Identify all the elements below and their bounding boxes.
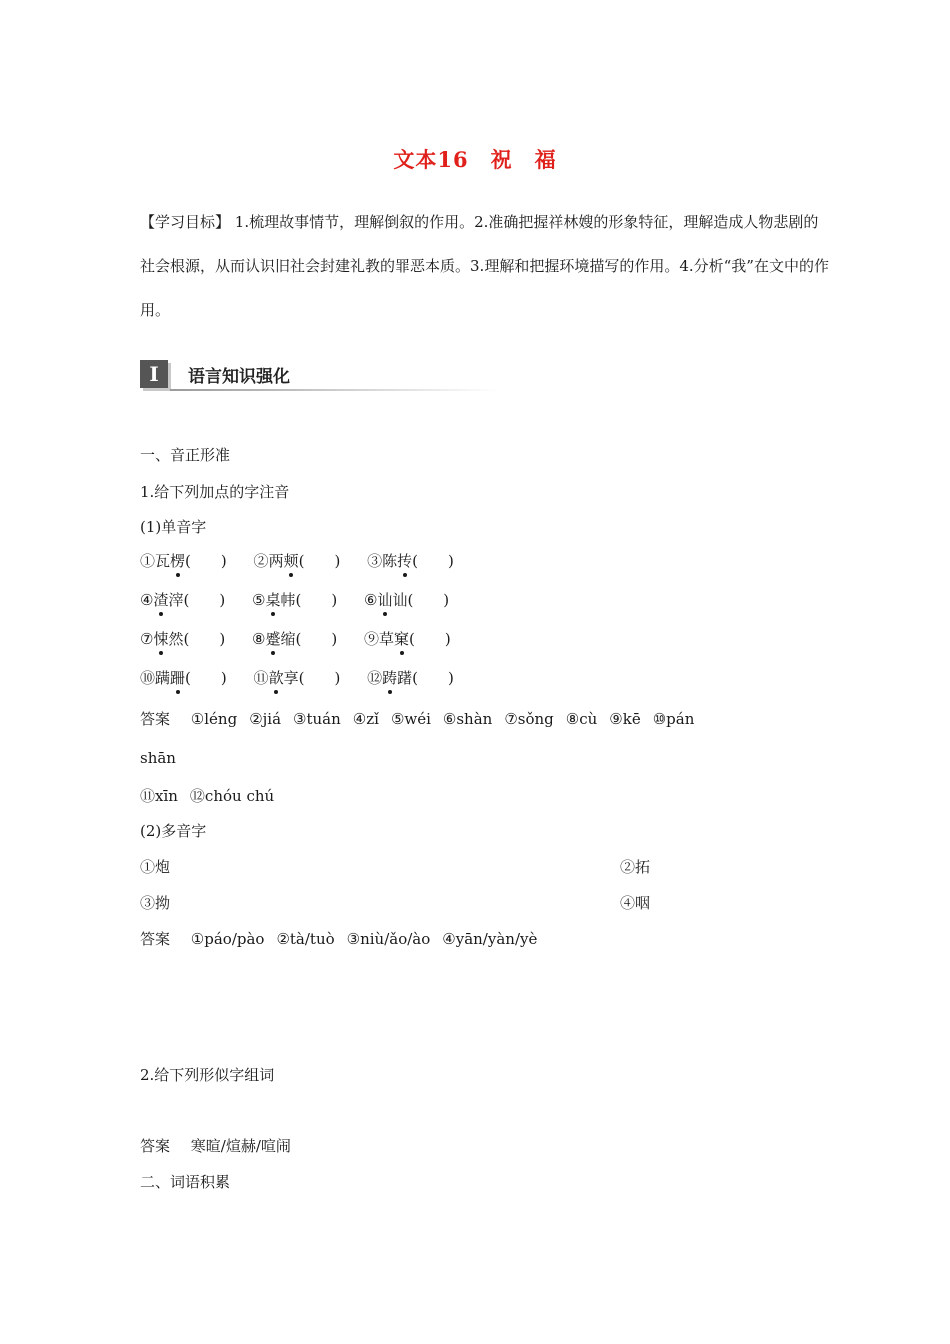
q1-heading: 1.给下列加点的字注音 bbox=[140, 483, 290, 501]
char-item: ③陈抟( ) bbox=[367, 552, 454, 570]
char-item: ⑤桌帏( ) bbox=[251, 591, 338, 609]
objectives-text: 1.梳理故事情节，理解倒叙的作用。2.准确把握祥林嫂的形象特征，理解造成人物悲剧的社会根源，从而认识旧社会封建礼教的罪恶本质。3.理解和把握环境描写的作用。4.分析“我”在文中的作用。 bbox=[140, 213, 829, 319]
char-item: ⑧蹙缩( ) bbox=[251, 630, 338, 648]
answer-1-continued: ⑪xīn ⑫chóu chú bbox=[140, 787, 275, 805]
char-item: ⑫踌躇( ) bbox=[367, 669, 454, 687]
char-item: ⑦悚然( ) bbox=[140, 630, 226, 648]
section-title: 语言知识强化 bbox=[188, 367, 290, 387]
answer-1-continued: shān bbox=[140, 749, 176, 767]
answer-2: 答案 ①páo/pào ②tà/tuò ③niù/ǎo/ào ④yān/yàn/yè bbox=[140, 930, 538, 948]
multi-char-row: ①炮 ②拓 bbox=[140, 858, 651, 876]
single-char-row bbox=[140, 667, 476, 688]
multi-char-row: ③拗 ④咽 bbox=[140, 894, 651, 912]
learning-objectives bbox=[140, 200, 830, 332]
q2-heading: 2.给下列形似字组词 bbox=[140, 1066, 275, 1084]
answer-3: 答案 寒暄/煊赫/喧闹 bbox=[140, 1137, 291, 1155]
answer-label: 答案 bbox=[140, 710, 171, 728]
char-item: ④渣滓( ) bbox=[140, 591, 226, 609]
single-char-row bbox=[140, 589, 471, 610]
single-char-row bbox=[140, 550, 476, 571]
q1-sub2: (2)多音字 bbox=[140, 822, 207, 840]
objectives-label: 【学习目标】 bbox=[140, 213, 231, 231]
char-item: ②两颊( ) bbox=[253, 552, 341, 570]
section-underline bbox=[170, 389, 500, 391]
char-item: ⑥讪讪( ) bbox=[363, 591, 450, 609]
char-item: ⑩蹒跚( ) bbox=[140, 669, 227, 687]
char-item: ⑪歆享( ) bbox=[253, 669, 341, 687]
q1-sub1: (1)单音字 bbox=[140, 518, 207, 536]
single-char-row bbox=[140, 628, 473, 649]
char-item: ①瓦楞( ) bbox=[140, 552, 227, 570]
section-header bbox=[140, 358, 500, 392]
part1-heading: 一、音正形准 bbox=[140, 446, 231, 464]
answer-1: 答案 ①léng ②jiá ③tuán ④zǐ ⑤wéi ⑥shàn ⑦sǒng ⑧cù ⑨kē ⑩pán bbox=[140, 710, 695, 728]
part2-heading: 二、词语积累 bbox=[140, 1173, 231, 1191]
section-numeral: I bbox=[140, 360, 168, 388]
page-title: 文本16 祝 福 bbox=[393, 147, 557, 172]
char-item: ⑨草窠( ) bbox=[363, 630, 451, 648]
